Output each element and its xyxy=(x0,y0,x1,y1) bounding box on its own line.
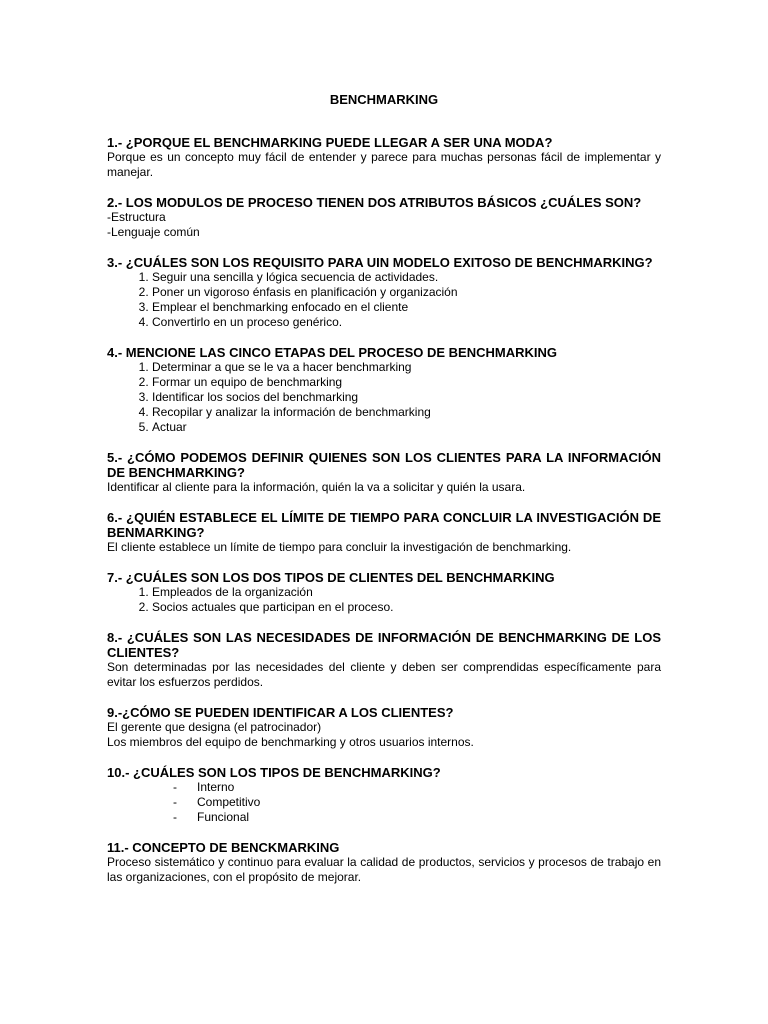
answer-11 xyxy=(107,855,661,885)
question-5: 5.- ¿CÓMO PODEMOS DEFINIR QUIENES SON LOS CLIENTES PARA LA INFORMACIÓN DE BENCHMARKING? xyxy=(107,450,661,480)
dash-bullet-icon: - xyxy=(173,780,177,794)
question-1: 1.- ¿PORQUE EL BENCHMARKING PUEDE LLEGAR A SER UNA MODA? xyxy=(107,135,553,150)
numbered-list-3 xyxy=(107,270,661,330)
section-7 xyxy=(107,570,661,615)
answer-line: El gerente que designa (el patrocinador) xyxy=(107,720,322,734)
list-item: 1. Empleados de la organización xyxy=(152,585,661,600)
list-item: 3. Emplear el benchmarking enfocado en el cliente xyxy=(152,300,661,315)
numbered-list-4 xyxy=(107,360,661,435)
question-9: 9.-¿CÓMO SE PUEDEN IDENTIFICAR A LOS CLIENTES? xyxy=(107,705,454,720)
question-8: 8.- ¿CUÁLES SON LAS NECESIDADES DE INFORMACIÓN DE BENCHMARKING DE LOS CLIENTES? xyxy=(107,630,661,660)
section-3 xyxy=(107,255,661,330)
answer-1 xyxy=(107,150,661,180)
list-item: 2. Poner un vigoroso énfasis en planificación y organización xyxy=(152,285,661,300)
question-6: 6.- ¿QUIÉN ESTABLECE EL LÍMITE DE TIEMPO PARA CONCLUIR LA INVESTIGACIÓN DE BENMARKING? xyxy=(107,510,661,540)
answer-line: Porque es un concepto muy fácil de entender y parece para muchas personas fácil de implementar y manejar. xyxy=(107,150,661,179)
list-item-label: Competitivo xyxy=(197,795,261,809)
list-item xyxy=(173,780,661,795)
question-3: 3.- ¿CUÁLES SON LOS REQUISITO PARA UIN MODELO EXITOSO DE BENCHMARKING? xyxy=(107,255,653,270)
question-11: 11.- CONCEPTO DE BENCKMARKING xyxy=(107,840,340,855)
section-5 xyxy=(107,450,661,495)
list-item xyxy=(173,810,661,825)
list-item: 1. Seguir una sencilla y lógica secuencia de actividades. xyxy=(152,270,661,285)
answer-line: Identificar al cliente para la información, quién la va a solicitar y quién la usara. xyxy=(107,480,526,494)
answer-line: -Lenguaje común xyxy=(107,225,200,239)
list-item: 3. Identificar los socios del benchmarking xyxy=(152,390,661,405)
list-item: 2. Formar un equipo de benchmarking xyxy=(152,375,661,390)
dash-bullet-icon: - xyxy=(173,795,177,809)
answer-8 xyxy=(107,660,661,690)
dash-list-10 xyxy=(107,780,661,825)
section-6 xyxy=(107,510,661,555)
answer-line: Proceso sistemático y continuo para evaluar la calidad de productos, servicios y procesos de trabajo en las organizaciones, con el propósito de mejorar. xyxy=(107,855,661,884)
list-item-label: Funcional xyxy=(197,810,250,824)
answer-line: Los miembros del equipo de benchmarking y otros usuarios internos. xyxy=(107,735,474,749)
answer-6 xyxy=(107,540,661,555)
section-2 xyxy=(107,195,661,240)
list-item: 1. Determinar a que se le va a hacer benchmarking xyxy=(152,360,661,375)
answer-line: Son determinadas por las necesidades del cliente y deben ser comprendidas específicamente para evitar los esfuerzos perdidos. xyxy=(107,660,661,689)
question-10: 10.- ¿CUÁLES SON LOS TIPOS DE BENCHMARKING? xyxy=(107,765,441,780)
answer-line: -Estructura xyxy=(107,210,166,224)
section-11 xyxy=(107,840,661,885)
document-title: BENCHMARKING xyxy=(329,92,439,107)
question-7: 7.- ¿CUÁLES SON LOS DOS TIPOS DE CLIENTES DEL BENCHMARKING xyxy=(107,570,555,585)
section-4 xyxy=(107,345,661,435)
dash-bullet-icon: - xyxy=(173,810,177,824)
answer-2 xyxy=(107,210,661,240)
answer-9 xyxy=(107,720,661,750)
list-item: 4. Recopilar y analizar la información de benchmarking xyxy=(152,405,661,420)
section-8 xyxy=(107,630,661,690)
list-item: 4. Convertirlo en un proceso genérico. xyxy=(152,315,661,330)
answer-5 xyxy=(107,480,661,495)
numbered-list-7 xyxy=(107,585,661,615)
list-item: 2. Socios actuales que participan en el proceso. xyxy=(152,600,661,615)
section-10 xyxy=(107,765,661,825)
list-item: 5. Actuar xyxy=(152,420,661,435)
answer-line: El cliente establece un límite de tiempo para concluir la investigación de benchmarking. xyxy=(107,540,572,554)
section-1 xyxy=(107,135,661,180)
list-item-label: Interno xyxy=(197,780,235,794)
section-9 xyxy=(107,705,661,750)
question-2: 2.- LOS MODULOS DE PROCESO TIENEN DOS ATRIBUTOS BÁSICOS ¿CUÁLES SON? xyxy=(107,195,642,210)
list-item xyxy=(173,795,661,810)
question-4: 4.- MENCIONE LAS CINCO ETAPAS DEL PROCESO DE BENCHMARKING xyxy=(107,345,557,360)
